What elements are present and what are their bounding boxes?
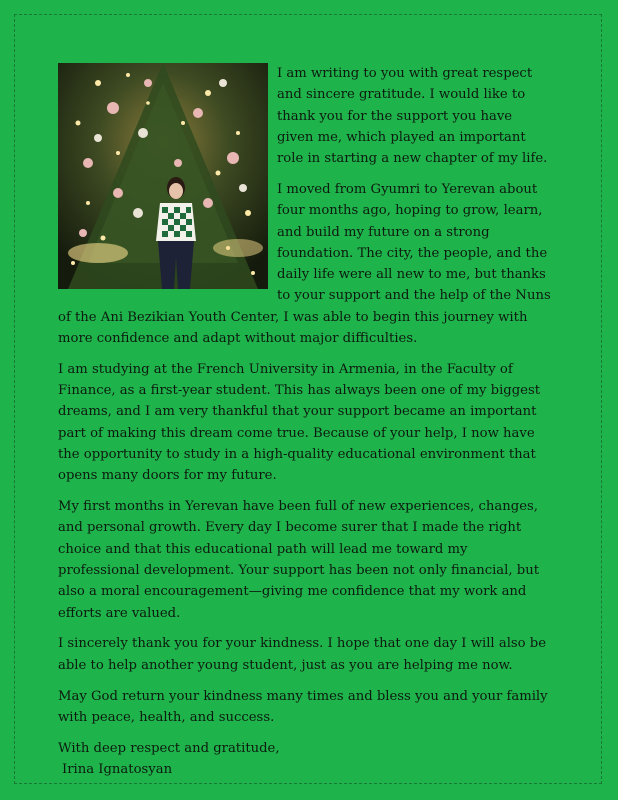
letter-body	[58, 63, 552, 780]
christmas-tree-photo	[58, 63, 268, 289]
paragraph-4: My first months in Yerevan have been full of new experiences, changes, and personal growth. Every day I become surer that I made the right choice and that this educational path will lead me toward my professional development. Your support has been not only financial, but also a moral encouragement—giving me confidence that my work and efforts are valued.	[58, 499, 539, 621]
paragraph-5: I sincerely thank you for your kindness. I hope that one day I will also be able to help another young student, just as you are helping me now.	[58, 636, 547, 673]
paragraph-1: I am writing to you with great respect and sincere gratitude. I would like to thank you for the support you have given me, which played an important role in starting a new chapter of my life.	[277, 66, 548, 167]
paragraph-3: I am studying at the French University in Armenia, in the Faculty of Finance, as a first-year student. This has always been one of my biggest dreams, and I am very thankful that your support became an important part of making this dream come true. Because of your help, I now have the opportunity to study in a high-quality educational environment that opens many doors for my future.	[58, 361, 541, 484]
paragraph-2: I moved from Gyumri to Yerevan about four months ago, hoping to grow, learn, and build my future on a strong foundation. The city, the people, and the daily life were all new to me, but thanks to your support and the help of the Nuns of the Ani Bezikian Youth Center, I was able to begin this journey with more confidence and adapt without major difficulties.	[58, 181, 551, 347]
signature-block	[58, 738, 552, 781]
photo-illustration	[58, 63, 268, 289]
paragraph-6: May God return your kindness many times and bless you and your family with peace, health, and success.	[58, 688, 548, 725]
signature-name: Irina Ignatosyan	[62, 761, 173, 777]
closing-line: With deep respect and gratitude,	[58, 740, 280, 756]
